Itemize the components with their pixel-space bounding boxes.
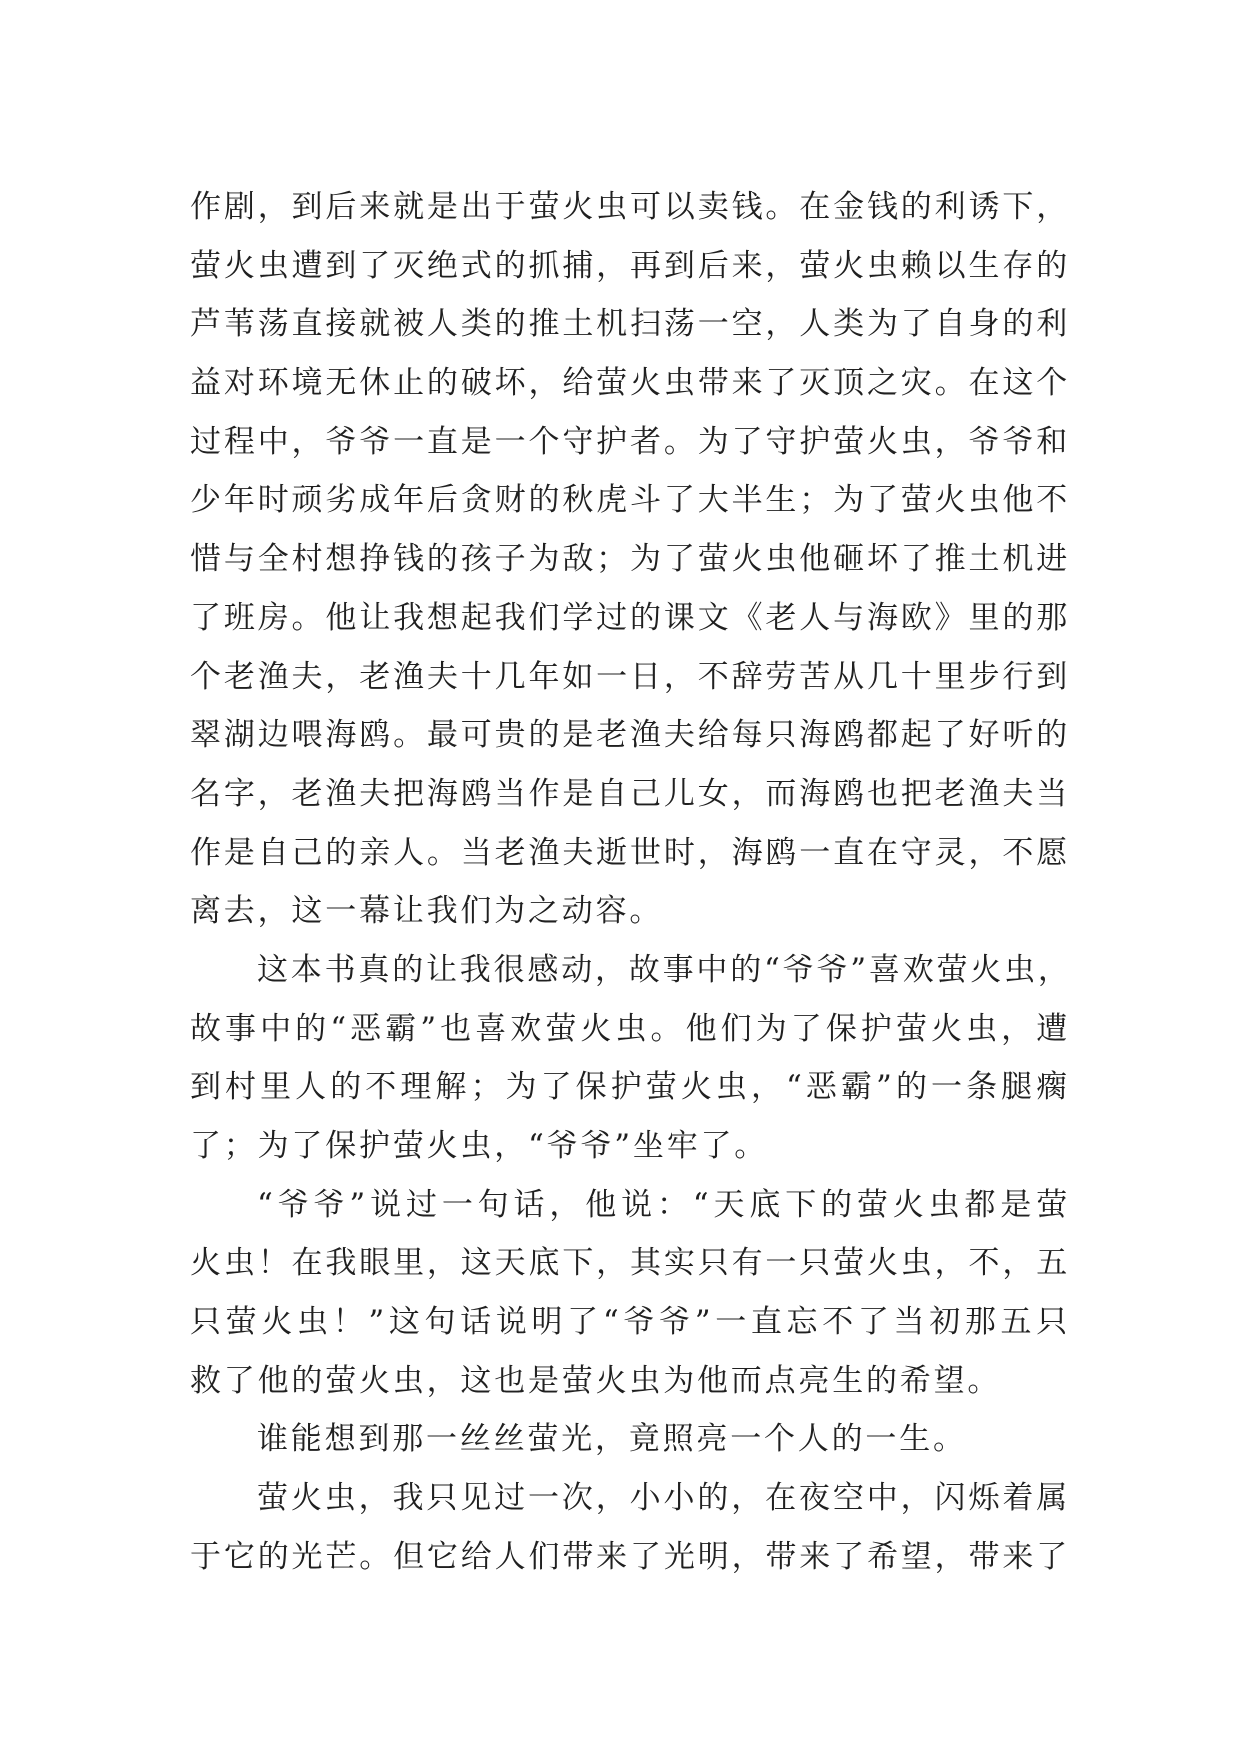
text-line: 少年时顽劣成年后贪财的秋虎斗了大半生；为了萤火虫他不 (190, 482, 1070, 519)
text-line: 萤火虫遭到了灭绝式的抓捕，再到后来，萤火虫赖以生存的 (190, 247, 1070, 284)
text-line: 惜与全村想挣钱的孩子为敌；为了萤火虫他砸坏了推土机进 (190, 541, 1070, 578)
text-line: 萤火虫，我只见过一次，小小的，在夜空中，闪烁着属 (257, 1480, 1070, 1517)
text-line: 益对环境无休止的破坏，给萤火虫带来了灭顶之灾。在这个 (190, 365, 1070, 402)
text-line: 翠湖边喂海鸥。最可贵的是老渔夫给每只海鸥都起了好听的 (190, 717, 1070, 754)
paragraph (190, 1410, 1070, 1469)
text-line: 故事中的“恶霸”也喜欢萤火虫。他们为了保护萤火虫，遭 (190, 1010, 1070, 1047)
body-text (190, 178, 1070, 1587)
text-line: 到村里人的不理解；为了保护萤火虫，“恶霸”的一条腿瘸 (190, 1069, 1070, 1106)
text-line: 过程中，爷爷一直是一个守护者。为了守护萤火虫，爷爷和 (190, 423, 1070, 460)
text-line: 芦苇荡直接就被人类的推土机扫荡一空，人类为了自身的利 (190, 306, 1070, 343)
text-line: “爷爷”说过一句话，他说：“天底下的萤火虫都是萤 (257, 1186, 1070, 1223)
text-line: 火虫！在我眼里，这天底下，其实只有一只萤火虫，不，五 (190, 1245, 1070, 1282)
paragraph (190, 1176, 1070, 1411)
paragraph (190, 1469, 1070, 1586)
text-line: 只萤火虫！”这句话说明了“爷爷”一直忘不了当初那五只 (190, 1304, 1070, 1341)
text-line: 作是自己的亲人。当老渔夫逝世时，海鸥一直在守灵，不愿 (190, 834, 1070, 871)
text-line: 救了他的萤火虫，这也是萤火虫为他而点亮生的希望。 (190, 1362, 1002, 1399)
text-line: 了班房。他让我想起我们学过的课文《老人与海欧》里的那 (190, 599, 1070, 636)
text-line: 作剧，到后来就是出于萤火虫可以卖钱。在金钱的利诱下， (190, 189, 1070, 225)
paragraph (190, 178, 1070, 941)
text-line: 个老渔夫，老渔夫十几年如一日，不辞劳苦从几十里步行到 (190, 658, 1070, 695)
text-line: 这本书真的让我很感动，故事中的“爷爷”喜欢萤火虫， (257, 951, 1072, 988)
text-line: 了；为了保护萤火虫，“爷爷”坐牢了。 (190, 1128, 769, 1164)
text-line: 于它的光芒。但它给人们带来了光明，带来了希望，带来了 (190, 1538, 1070, 1575)
text-line: 名字，老渔夫把海鸥当作是自己儿女，而海鸥也把老渔夫当 (190, 775, 1070, 812)
text-line: 谁能想到那一丝丝萤光，竟照亮一个人的一生。 (257, 1421, 967, 1458)
paragraph (190, 941, 1070, 1176)
text-line: 离去，这一幕让我们为之动容。 (190, 893, 664, 930)
